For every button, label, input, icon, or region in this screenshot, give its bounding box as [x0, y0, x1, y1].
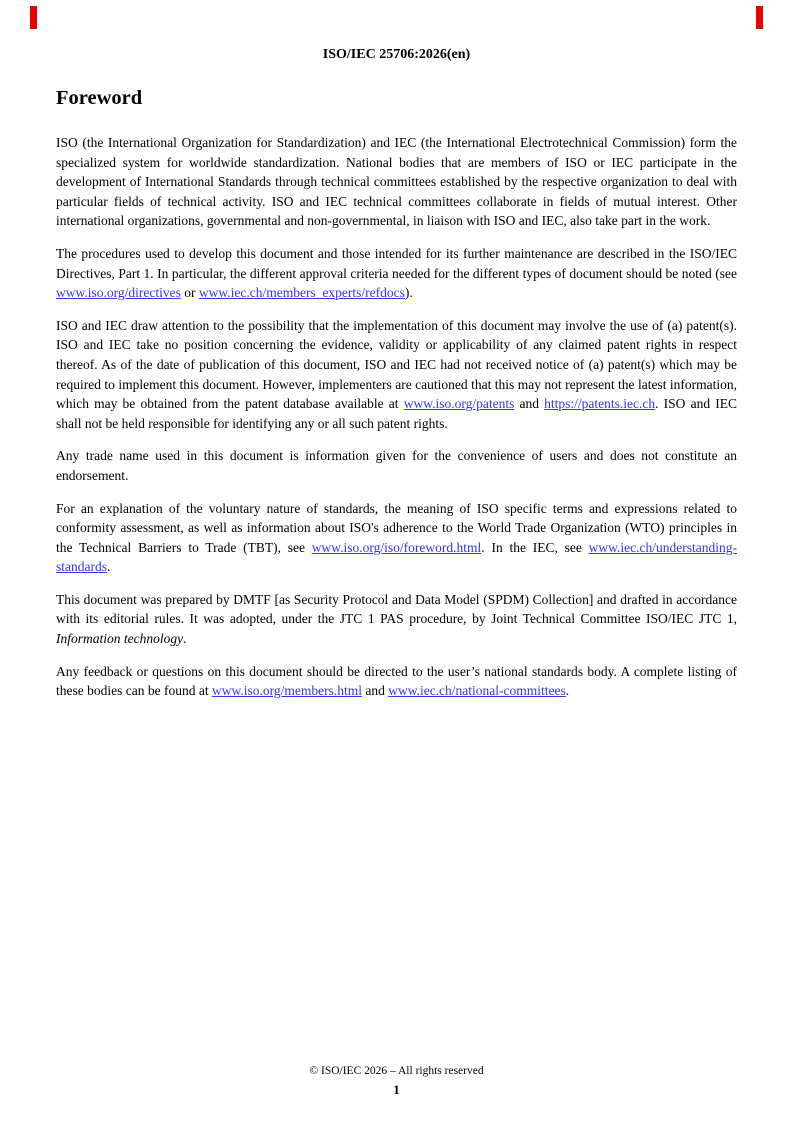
hyperlink[interactable]: www.iso.org/directives [56, 285, 181, 301]
paragraph-5 [56, 499, 737, 577]
foreword-body [56, 133, 737, 701]
text-run: Information technology [56, 631, 184, 647]
text-run: The procedures used to develop this document and those intended for its further maintenance are described in the ISO/IEC Directives, Part 1. In particular, the different approval criteria needed for the different types of document should be noted (see [56, 245, 737, 281]
paragraph-4 [56, 446, 737, 485]
document-footer [0, 1064, 793, 1098]
text-run: ). [404, 285, 413, 301]
text-run: ISO and IEC draw attention to the possibility that the implementation of this document may involve the use of (a) patent(s). ISO and IEC take no position concerning the evidence, validity or applicability of any claimed patent rights in respect thereof. As of the date of publication of this document, ISO and IEC had not received notice of (a) patent(s) which may be required to implement this document. However, implementers are cautioned that this may not represent the latest information, which may be obtained from the patent database available at [56, 317, 737, 412]
hyperlink[interactable]: https://patents.iec.ch [544, 396, 656, 412]
paragraph-1 [56, 133, 737, 231]
text-run: or [180, 285, 199, 301]
document-reference: ISO/IEC 25706:2026(en) [322, 47, 471, 62]
text-run: . [183, 631, 187, 647]
text-run: This document was prepared by DMTF [as Security Protocol and Data Model (SPDM) Collection] and drafted in accordance with its editorial rules. It was adopted, under the JTC 1 PAS procedure, by Joint Technical Committee ISO/IEC JTC 1, [56, 591, 737, 627]
paragraph-7 [56, 662, 737, 701]
text-run: . In the IEC, see [481, 539, 589, 555]
footer-copyright: © ISO/IEC 2026 – All rights reserved [309, 1065, 484, 1077]
text-run: . [565, 683, 570, 699]
red-margin-mark-right [756, 6, 763, 29]
text-run: . [107, 559, 111, 575]
text-run: and [514, 396, 545, 412]
text-run: For an explanation of the voluntary nature of standards, the meaning of ISO specific terms and expressions related to conformity assessment, as well as information about ISO's adherence to the World Trade Organization (WTO) principles in the Technical Barriers to Trade (TBT), see [56, 500, 737, 555]
text-run: Any feedback or questions on this document should be directed to the user’s national standards body. A complete listing of these bodies can be found at [56, 663, 737, 699]
text-run: . ISO and IEC shall not be held responsible for identifying any or all such patent rights. [56, 396, 737, 431]
hyperlink[interactable]: www.iec.ch/members_experts/refdocs [198, 285, 405, 301]
red-margin-mark-left [30, 6, 37, 29]
text-run: ISO (the International Organization for Standardization) and IEC (the International Electrotechnical Commission) form the specialized system for worldwide standardization. National bodies that are members of ISO or IEC participate in the development of International Standards through technical committees established by the respective organization to deal with particular fields of technical activity. ISO and IEC technical committees collaborate in fields of mutual interest. Other international organizations, governmental and non-governmental, in liaison with ISO and IEC, also take part in the work. [56, 135, 737, 229]
paragraph-3 [56, 316, 737, 434]
page-title: Foreword [56, 87, 143, 109]
hyperlink[interactable]: www.iso.org/iso/foreword.html [311, 539, 482, 555]
hyperlink[interactable]: www.iso.org/patents [403, 396, 515, 412]
page-number: 1 [393, 1082, 400, 1097]
document-header [0, 0, 793, 63]
paragraph-6 [56, 590, 737, 649]
hyperlink[interactable]: www.iso.org/members.html [211, 683, 362, 699]
hyperlink[interactable]: www.iec.ch/understanding-standards [56, 539, 737, 575]
text-run: and [361, 683, 389, 699]
hyperlink[interactable]: www.iec.ch/national-committees [388, 683, 566, 699]
paragraph-2 [56, 244, 737, 303]
text-run: Any trade name used in this document is information given for the convenience of users and does not constitute an endorsement. [56, 448, 737, 483]
